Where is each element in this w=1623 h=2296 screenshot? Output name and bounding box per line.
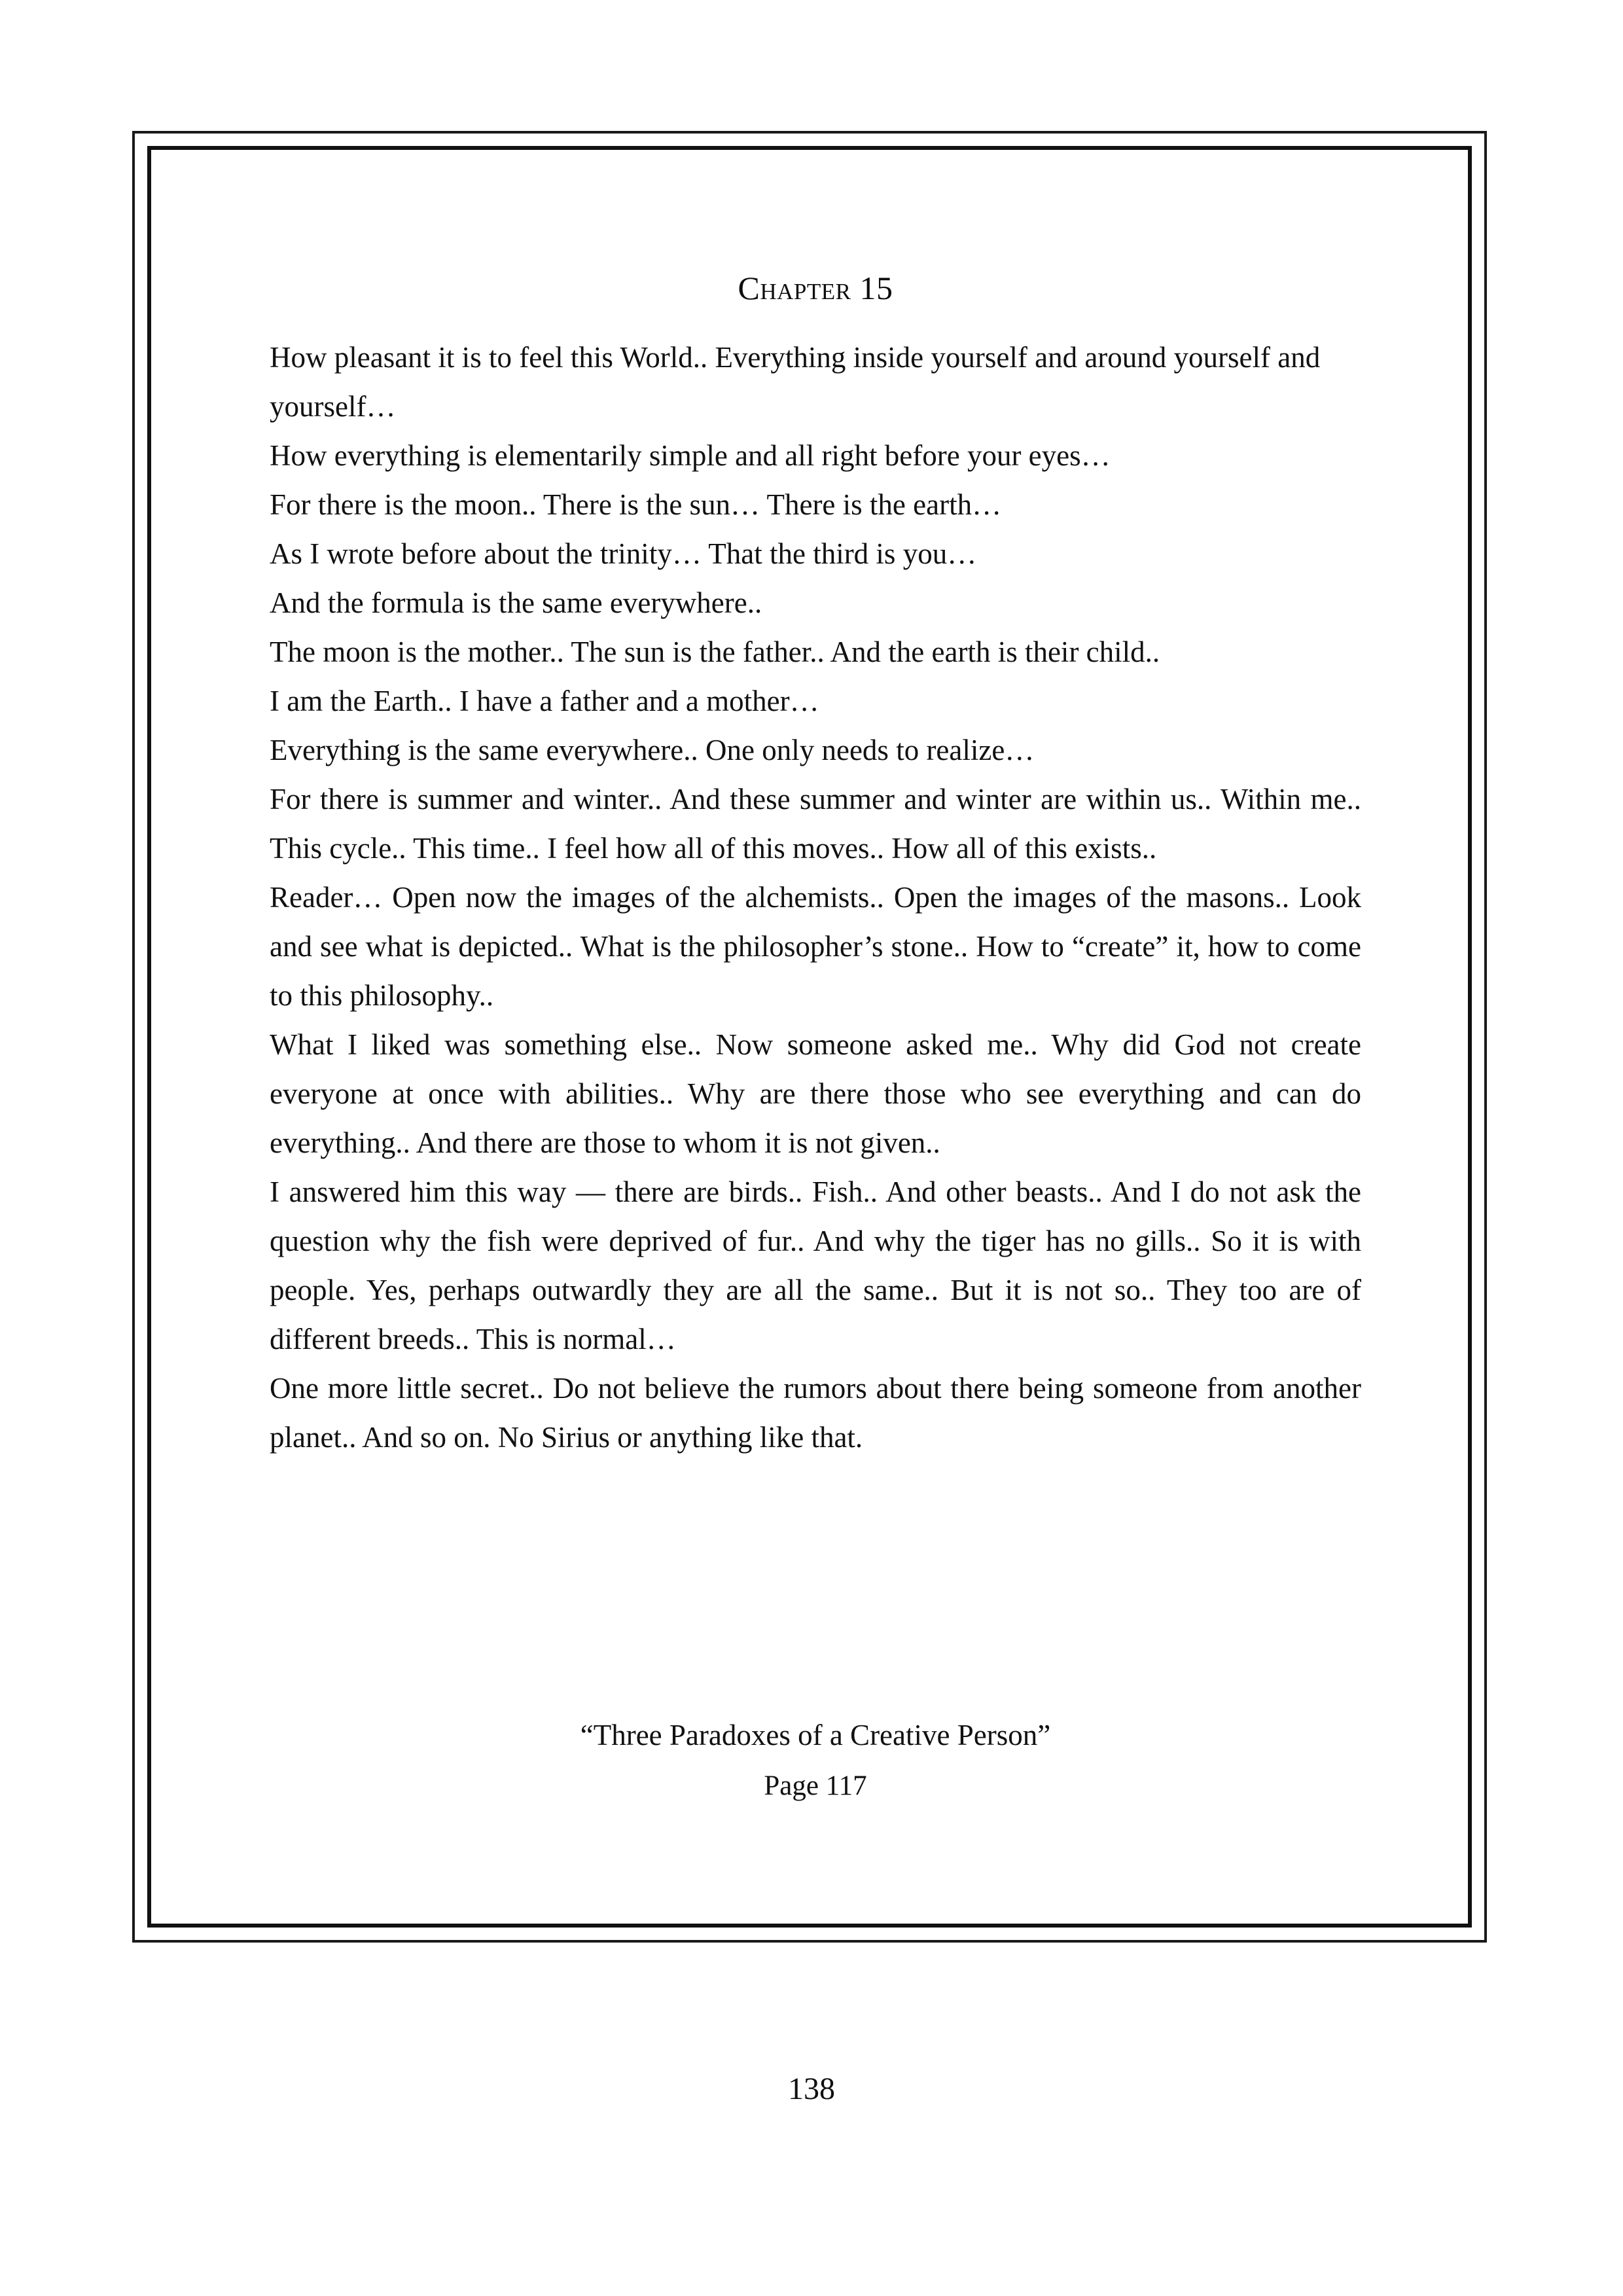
- paragraph: For there is summer and winter.. And these summer and winter are within us.. Within me.. This cycle.. This time.. I feel how all of this moves.. How all of this exists..: [270, 783, 1361, 865]
- attribution-title: “Three Paradoxes of a Creative Person”: [580, 1719, 1051, 1751]
- attribution-block: [270, 1715, 1361, 1806]
- paragraph: I answered him this way — there are birds.. Fish.. And other beasts.. And I do not ask the question why the fish were deprived of fur.. And why the tiger has no gills.. So it is with people. Yes, perhaps outwardly they are all the same.. But it is not so.. They too are of different breeds.. This is normal…: [270, 1175, 1361, 1355]
- paragraph: Reader… Open now the images of the alchemists.. Open the images of the masons.. Look and see what is depicted.. What is the philosopher’s stone.. How to “create” it, how to come to this philosophy..: [270, 881, 1361, 1012]
- paragraph: As I wrote before about the trinity… That the third is you…: [270, 537, 977, 570]
- chapter-heading: Chapter 15: [738, 270, 893, 306]
- page-content: [270, 272, 1361, 1462]
- paragraph: I am the Earth.. I have a father and a mother…: [270, 685, 819, 717]
- paragraph: How everything is elementarily simple and all right before your eyes…: [270, 439, 1111, 472]
- page-folio-number: 138: [788, 2072, 835, 2106]
- body-text: [270, 333, 1361, 1462]
- attribution-page-reference: Page 117: [764, 1770, 867, 1801]
- paragraph: How pleasant it is to feel this World.. Everything inside yourself and around yourself and yourself…: [270, 341, 1321, 423]
- paragraph: The moon is the mother.. The sun is the father.. And the earth is their child..: [270, 636, 1160, 668]
- paragraph: For there is the moon.. There is the sun… There is the earth…: [270, 488, 1002, 521]
- paragraph: And the formula is the same everywhere..: [270, 586, 762, 619]
- paragraph: One more little secret.. Do not believe the rumors about there being someone from another planet.. And so on. No Sirius or anything like that.: [270, 1372, 1361, 1454]
- paragraph: Everything is the same everywhere.. One only needs to realize…: [270, 734, 1035, 766]
- paragraph: What I liked was something else.. Now someone asked me.. Why did God not create everyone at once with abilities.. Why are there those who see everything and can do everything.. And there are those to whom it is not given..: [270, 1028, 1361, 1159]
